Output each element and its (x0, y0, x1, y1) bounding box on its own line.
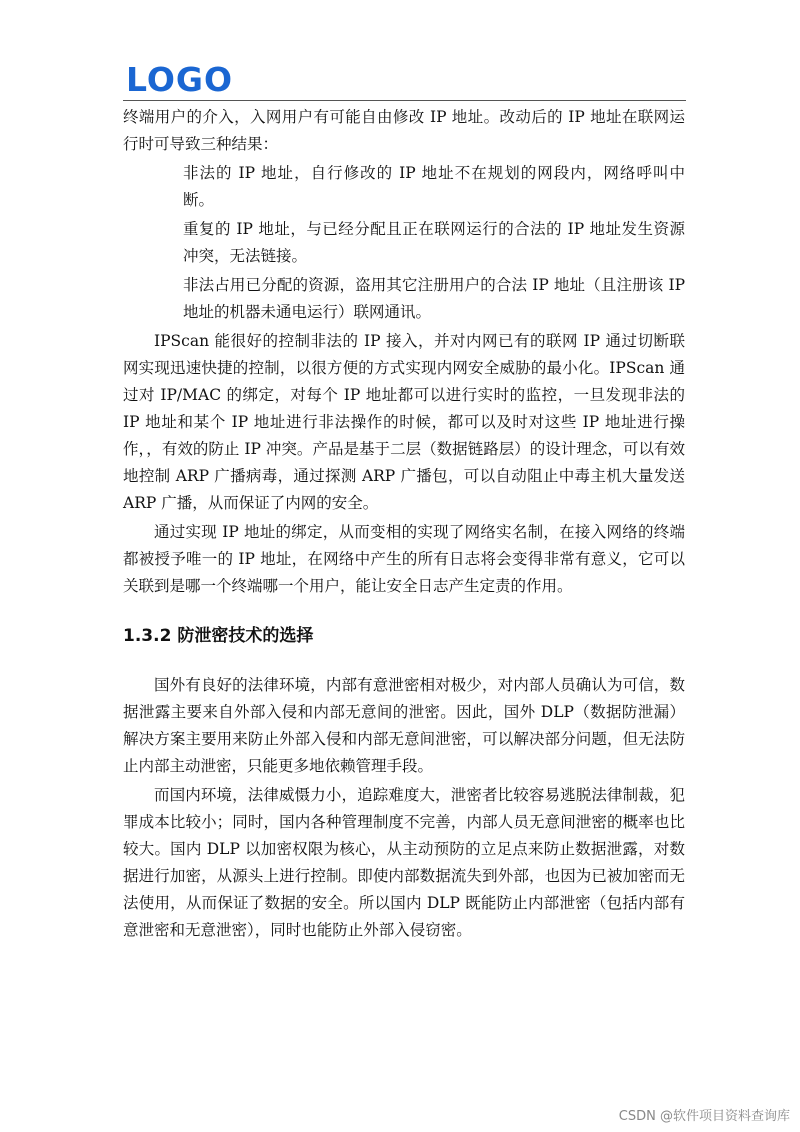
watermark: CSDN @软件项目资料查询库 (618, 1109, 790, 1124)
list-item: 非法的 IP 地址，自行修改的 IP 地址不在规划的网段内，网络呼叫中断。 (183, 164, 685, 209)
paragraph: IPScan 能很好的控制非法的 IP 接入，并对内网已有的联网 IP 通过切断联网实现迅速快捷的控制，以很方便的方式实现内网安全威胁的最小化。IPScan 通过对 IP/MAC 的绑定，对每个 IP 地址都可以进行实时的监控，一旦发现非法的 IP 地址和某个 IP 地址进行非法操作的时候，都可以及时对这些 IP 地址进行操作，，有效的防止 IP 冲突。产品是基于二层（数据链路层）的设计理念，可以有效地控制 ARP 广播病毒，通过探测 ARP 广播包，可以自动阻止中毒主机大量发送 ARP 广播，从而保证了内网的安全。 (123, 332, 685, 512)
paragraph: 国外有良好的法律环境，内部有意泄密相对极少，对内部人员确认为可信，数据泄露主要来自外部入侵和内部无意间的泄密。因此，国外 DLP（数据防泄漏）解决方案主要用来防止外部入侵和内部无意间泄密，可以解决部分问题，但无法防止内部主动泄密，只能更多地依赖管理手段。 (123, 676, 685, 775)
paragraph: 终端用户的介入，入网用户有可能自由修改 IP 地址。改动后的 IP 地址在联网运行时可导致三种结果： (123, 108, 685, 153)
section-heading: 1.3.2 防泄密技术的选择 (123, 626, 314, 646)
paragraph: 而国内环境，法律威慑力小，追踪难度大，泄密者比较容易逃脱法律制裁，犯罪成本比较小；同时，国内各种管理制度不完善，内部人员无意间泄密的概率也比较大。国内 DLP 以加密权限为核心，从主动预防的立足点来防止数据泄露，对数据进行加密，从源头上进行控制。即使内部数据流失到外部，也因为已被加密而无法使用，从而保证了数据的安全。所以国内 DLP 既能防止内部泄密（包括内部有意泄密和无意泄密），同时也能防止外部入侵窃密。 (123, 786, 685, 939)
list-item: 非法占用已分配的资源，盗用其它注册用户的合法 IP 地址（且注册该 IP 地址的机器未通电运行）联网通讯。 (183, 276, 685, 321)
paragraph: 通过实现 IP 地址的绑定，从而变相的实现了网络实名制，在接入网络的终端都被授予唯一的 IP 地址，在网络中产生的所有日志将会变得非常有意义，它可以关联到是哪一个终端哪一个用户，能让安全日志产生定责的作用。 (123, 523, 685, 595)
document-body (123, 104, 685, 944)
page-header (123, 62, 686, 101)
list-item: 重复的 IP 地址，与已经分配且正在联网运行的合法的 IP 地址发生资源冲突，无法链接。 (183, 220, 685, 265)
logo: LOGO (126, 60, 234, 99)
